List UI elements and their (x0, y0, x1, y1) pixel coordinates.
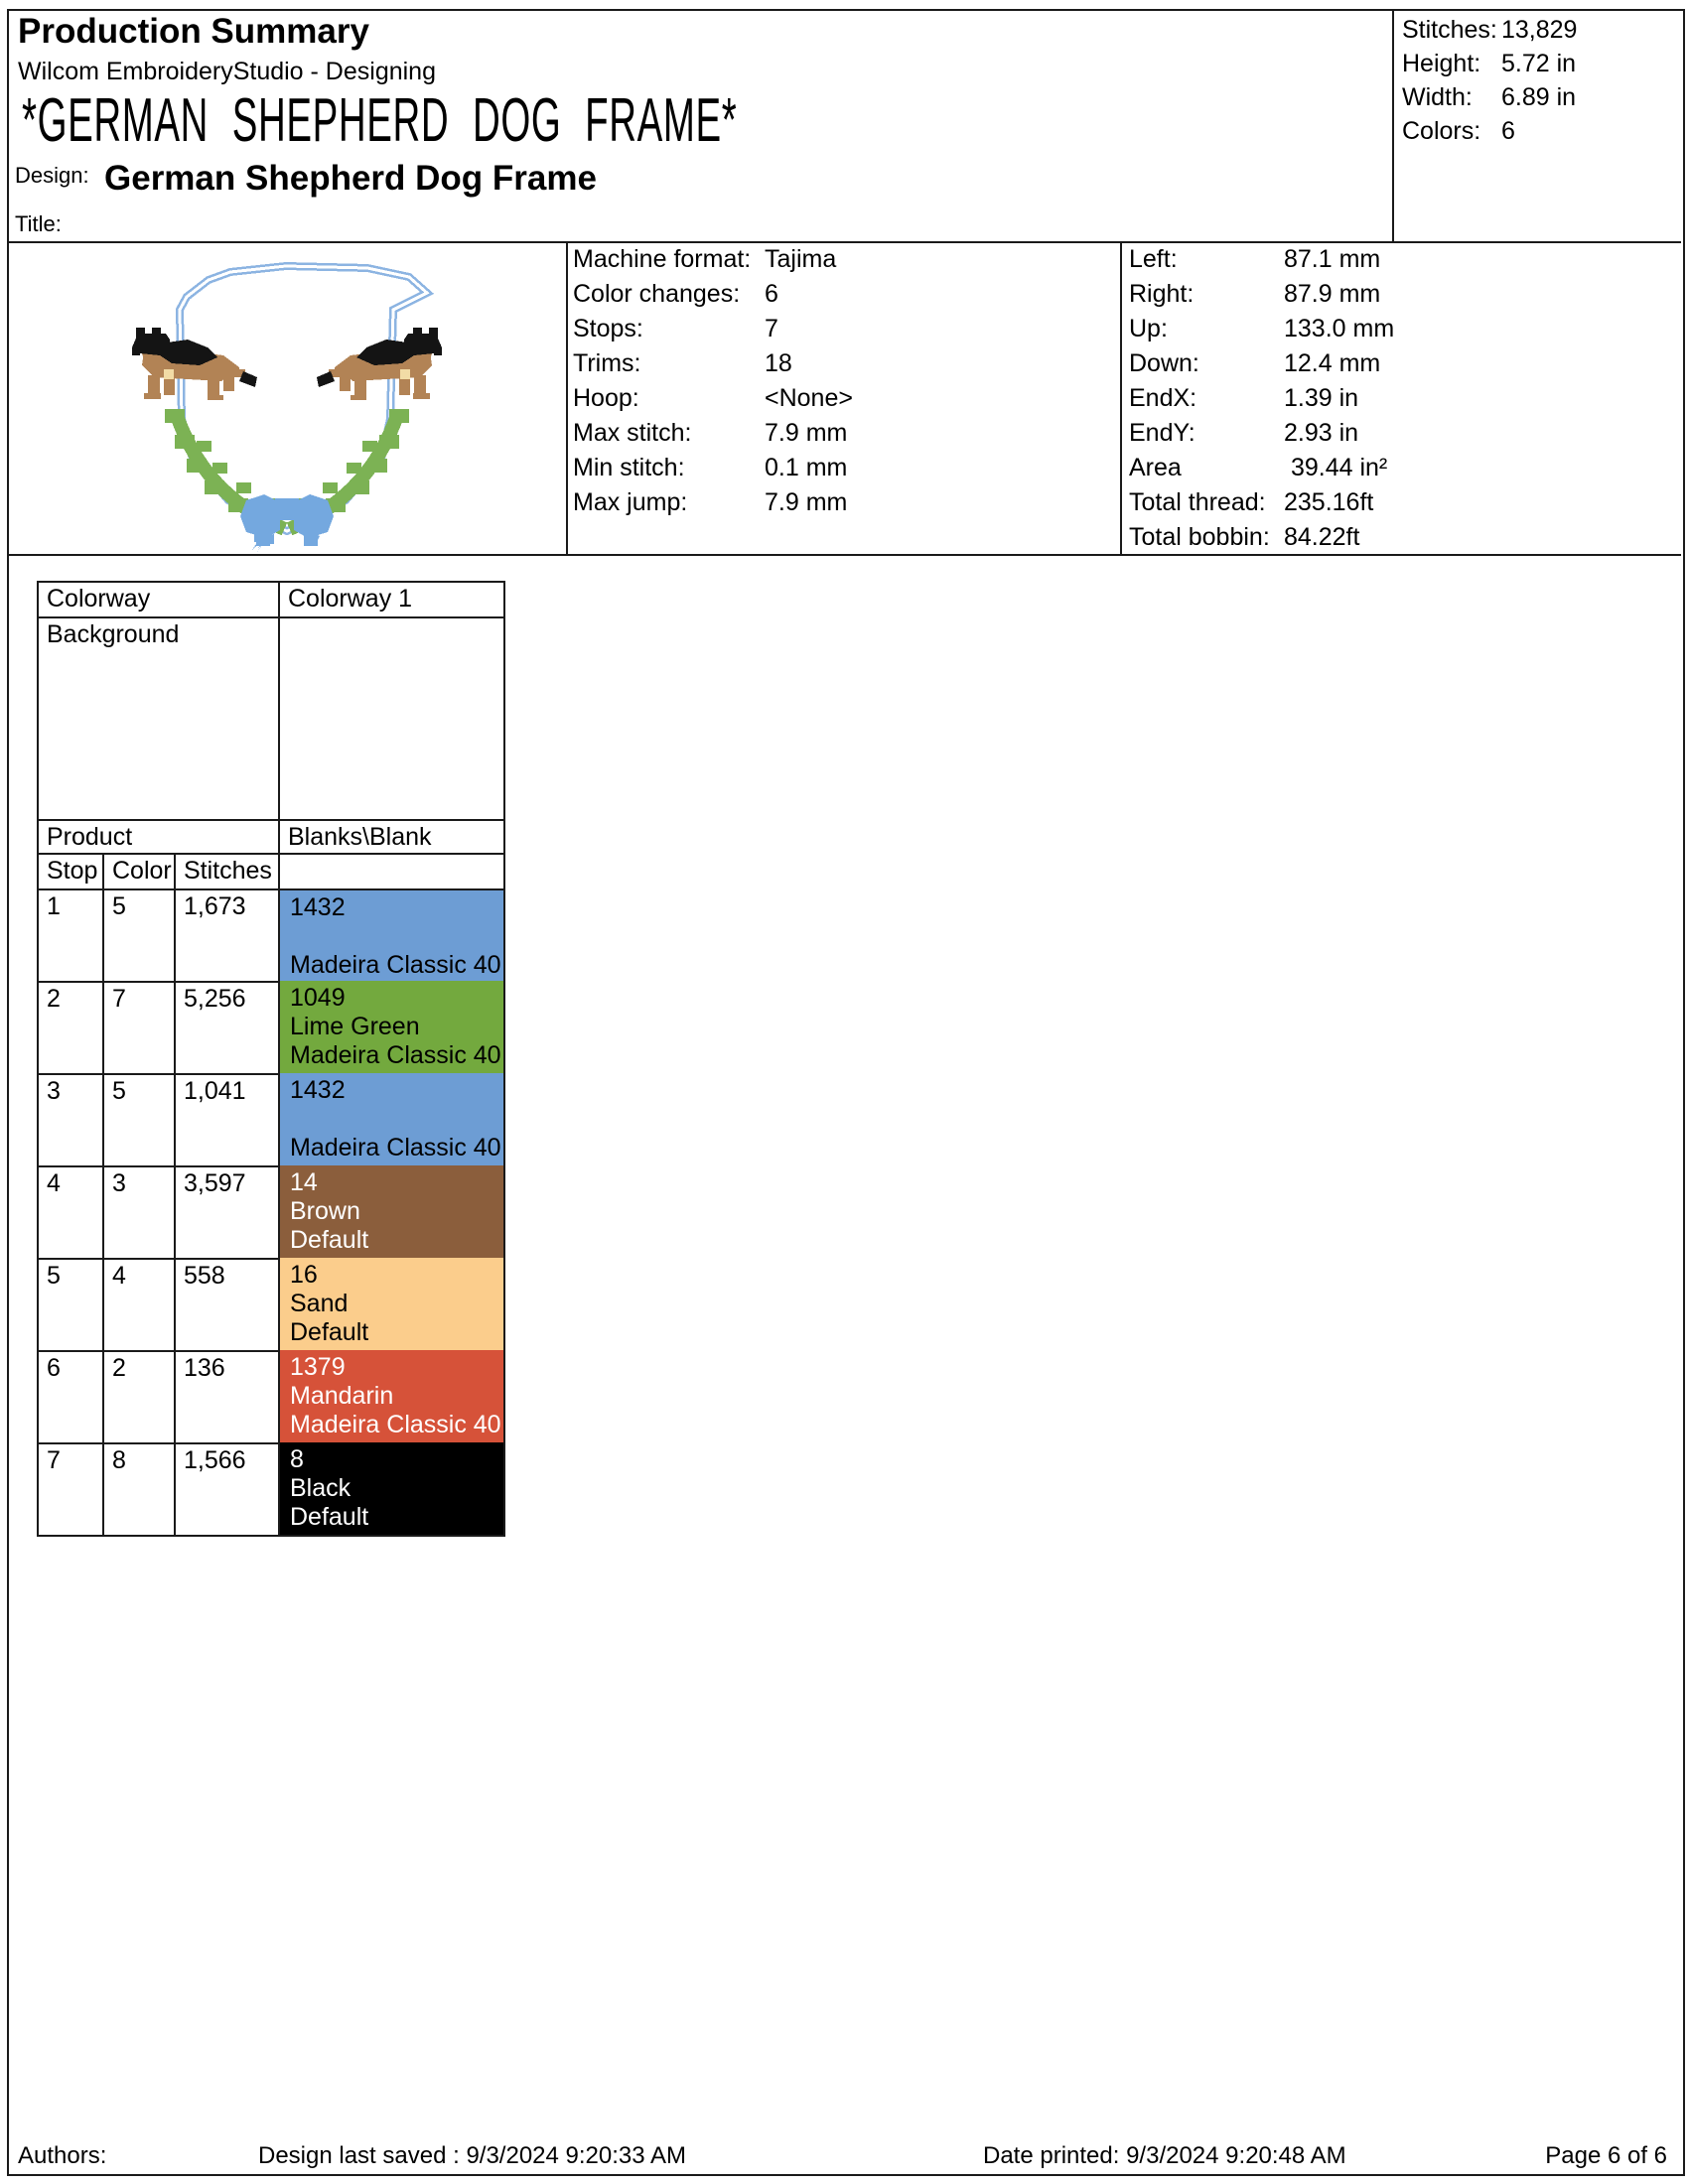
colorway-header-row (39, 583, 503, 616)
thread-swatch: 1432 Madeira Classic 40 (278, 1073, 503, 1165)
dog-right-icon (317, 328, 442, 400)
stop-row-5: 5 4 558 16 Sand Default (39, 1258, 503, 1350)
background-label: Background (39, 616, 278, 819)
min-stitch-row: Min stitch: 0.1 mm (573, 454, 848, 481)
stat-stitches: Stitches: 13,829 (1402, 16, 1578, 44)
date-printed: Date printed: 9/3/2024 9:20:48 AM (983, 2142, 1346, 2169)
stop-row-6: 6 2 136 1379 Mandarin Madeira Classic 40 (39, 1350, 503, 1442)
right-row: Right: 87.9 mm (1129, 280, 1381, 308)
max-stitch-row: Max stitch: 7.9 mm (573, 419, 848, 447)
thread-swatch: 8 Black Default (278, 1442, 503, 1535)
hoop-row: Hoop: <None> (573, 384, 853, 412)
colorway-table (37, 581, 505, 1537)
stops-header-row (39, 853, 503, 888)
col-header-color: Color (102, 853, 174, 888)
stop-row-1: 1 5 1,673 1432 Madeira Classic 40 (39, 888, 503, 981)
colorway-value: Colorway 1 (278, 583, 503, 616)
colorway-label: Colorway (47, 585, 151, 613)
stat-colors: Colors: 6 (1402, 117, 1515, 145)
background-row (39, 616, 503, 819)
design-name: German Shepherd Dog Frame (104, 159, 597, 198)
stat-height: Height: 5.72 in (1402, 50, 1577, 77)
col-header-stitches: Stitches (174, 853, 278, 888)
info-bottom-divider (7, 554, 1681, 556)
design-display-name: *GERMAN SHEPHERD DOG FRAME* (22, 86, 738, 155)
preview-machine-divider (566, 241, 568, 554)
app-name: Wilcom EmbroideryStudio - Designing (18, 58, 436, 85)
thread-swatch: 16 Sand Default (278, 1258, 503, 1350)
col-header-stop: Stop (39, 853, 102, 888)
left-row: Left: 87.1 mm (1129, 245, 1381, 273)
total-bobbin-row: Total bobbin: 84.22ft (1129, 523, 1360, 551)
product-value: Blanks\Blank (278, 819, 503, 853)
stop-row-3: 3 5 1,041 1432 Madeira Classic 40 (39, 1073, 503, 1165)
background-swatch (278, 616, 503, 819)
trims-row: Trims: 18 (573, 349, 792, 377)
color-changes-row: Color changes: 6 (573, 280, 778, 308)
title-label: Title: (15, 211, 62, 236)
design-preview (79, 250, 546, 552)
endx-row: EndX: 1.39 in (1129, 384, 1359, 412)
thread-swatch: 1379 Mandarin Madeira Classic 40 (278, 1350, 503, 1442)
machine-format-row: Machine format: Tajima (573, 245, 837, 273)
stop-row-7: 7 8 1,566 8 Black Default (39, 1442, 503, 1535)
up-row: Up: 133.0 mm (1129, 315, 1395, 342)
stop-row-4: 4 3 3,597 14 Brown Default (39, 1165, 503, 1258)
last-saved: Design last saved : 9/3/2024 9:20:33 AM (258, 2142, 686, 2169)
stats-box-divider (1392, 9, 1394, 241)
col-header-thread (278, 853, 503, 888)
bow-icon (240, 494, 334, 552)
endy-row: EndY: 2.93 in (1129, 419, 1359, 447)
design-label: Design: (15, 163, 89, 188)
dog-left-icon (132, 328, 257, 400)
stops-row: Stops: 7 (573, 315, 778, 342)
thread-swatch: 1432 Madeira Classic 40 (278, 888, 503, 981)
area-row: Area 39.44 in² (1129, 454, 1388, 481)
thread-swatch: 1049 Lime Green Madeira Classic 40 (278, 981, 503, 1073)
thread-swatch: 14 Brown Default (278, 1165, 503, 1258)
total-thread-row: Total thread: 235.16ft (1129, 488, 1374, 516)
down-row: Down: 12.4 mm (1129, 349, 1381, 377)
product-row (39, 819, 503, 853)
authors-label: Authors: (18, 2142, 107, 2169)
report-title: Production Summary (18, 12, 369, 51)
stat-width: Width: 6.89 in (1402, 83, 1577, 111)
stop-row-2: 2 7 5,256 1049 Lime Green Madeira Classic 40 (39, 981, 503, 1073)
header-bottom-divider (7, 241, 1681, 243)
page-number: Page 6 of 6 (1545, 2142, 1667, 2169)
footer (7, 2136, 1681, 2174)
product-label: Product (39, 819, 278, 853)
machine-position-divider (1120, 241, 1122, 554)
max-jump-row: Max jump: 7.9 mm (573, 488, 848, 516)
